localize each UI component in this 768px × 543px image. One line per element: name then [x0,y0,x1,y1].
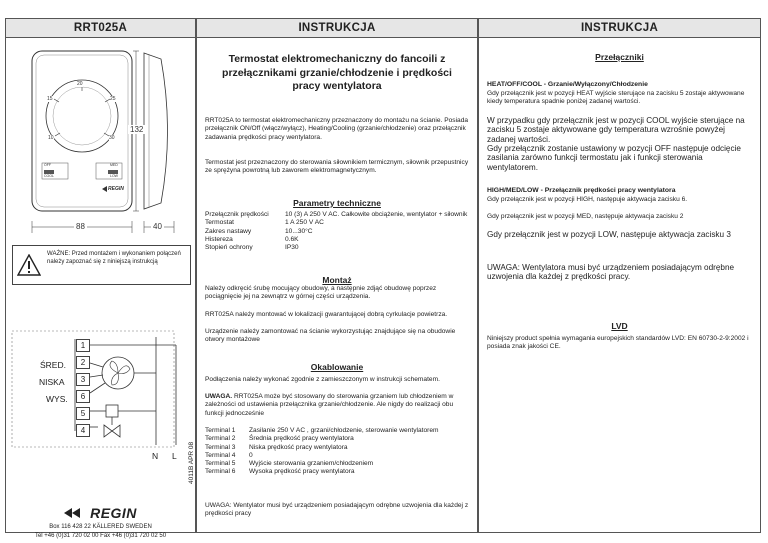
terminal-key: Terminal 5 [205,460,236,468]
logo-text: REGIN [90,505,137,521]
lvd-title: LVD [611,321,628,331]
med-speed-text: Gdy przełącznik jest w pozycji MED, następuje aktywacja zacisku 2 [487,213,684,220]
mounting-paragraph-3: Urządzenie należy zamontować na ścianie wykorzystując znajdujące się na obudowie otwory montażowe [205,328,456,344]
terminal-value: Wysoka prędkość pracy wentylatora [249,468,355,476]
wiring-title: Okablowanie [310,362,364,372]
document-code: 4011B APR 08 [188,441,195,484]
spec-row [205,236,467,244]
switch-label-cool: COOL [44,174,54,178]
wiring-paragraph-1: Podłączenia należy wykonać zgodnie z zamieszczonym w instrukcji schematem. [205,376,440,383]
warning-triangle-icon [17,254,41,276]
regin-logo [6,505,195,521]
device-panel [5,18,196,539]
terminal-4: 4 [76,424,90,437]
switch-label-med: MED [110,163,118,167]
dial-scale-15: 15 [47,96,53,102]
dial-scale-10: 10 [48,135,54,141]
device-logo: REGIN [108,186,124,192]
spec-value: 1 A 250 V AC [285,219,324,227]
spec-row [205,219,467,227]
terminal-key: Terminal 4 [205,451,236,459]
spec-key: Przełącznik prędkości [205,211,269,218]
mounting-title: Montaż [322,275,352,285]
terminal-row [205,460,439,468]
product-title: Termostat elektromechaniczny do fancoili z przełącznikami grzanie/chłodzenie i prędkości pracy wentylatora [222,53,452,92]
specs-table [205,211,467,252]
terminals-table [205,427,439,477]
terminal-value: Zasilanie 250 V AC , grzani/chłodzenie, sterowanie wentylatorem [249,427,439,434]
spec-row [205,228,467,236]
heat-mode-text: Gdy przełącznik jest w pozycji HEAT wyjście sterujące na zacisku 5 zostaje aktywowane kiedy temperatura spadnie poniżej zadanej wartości. [487,90,745,106]
terminal-value: Średnia prędkość pracy wentylatora [249,435,354,443]
spec-value: 10 (3) A 250 V AC. Całkowite obciążenie, wentylator + siłownik [285,211,468,218]
wiring-diagram [6,327,197,467]
company-contact: Tel +46 (0)31 720 02 00 Fax +46 (0)31 720 02 50 [34,533,167,539]
spec-key: Zakres nastawy [205,227,252,235]
terminal-3: 3 [76,373,90,386]
mounting-paragraph-2: RRT025A należy montować w lokalizacji gwarantującej dobrą cyrkulacje powietrza. [205,311,448,318]
switch-label-low: LOW [110,174,118,178]
terminal-2: 2 [76,356,90,369]
company-address: Box 116 428 22 KÄLLERED SWEDEN [49,524,152,530]
spec-key: Termostat [205,219,234,227]
terminal-row [205,468,439,476]
low-speed-text: Gdy przełącznik jest w pozycji LOW, następuje aktywacja zacisku 3 [487,230,731,239]
dim-depth: 40 [153,222,162,231]
dial-scale-20: 20 [77,81,83,87]
panel-header-instruction-2: INSTRUKCJA [479,19,760,38]
terminal-key: Terminal 1 [205,427,236,434]
terminal-value: Wyjście sterowania grzaniem/chłodzeniem [249,460,374,468]
dim-height: 132 [130,125,144,134]
switches-title: Przełączniki [595,52,644,62]
instruction-panel-2 [478,18,761,533]
dial-scale-30: 30 [109,135,115,141]
supply-n: N [152,451,159,461]
terminal-row [205,444,439,452]
wiring-label-low: NISKA [39,377,65,387]
wiring-schematic [6,327,197,467]
spec-value: IP30 [285,244,299,252]
switch-label-off: OFF [44,163,51,167]
thermostat-drawing [6,41,197,241]
spec-key: Histereza [205,235,233,243]
spec-row [205,244,467,252]
panel-header-instruction: INSTRUKCJA [197,19,477,38]
terminal-value: 0 [249,451,253,459]
instruction-panel-1 [196,18,478,533]
spec-value: 10...30°C [285,227,313,235]
lvd-text: Niniejszy product spełnia wymagania europejskich standardów LVD: EN 60730-2-9:2002 i posiada znak jakości CE. [487,335,749,351]
terminal-row [205,435,439,443]
terminal-key: Terminal 6 [205,468,236,476]
terminal-key: Terminal 2 [205,435,236,443]
spec-value: 0.6K [285,235,299,243]
fan-note: UWAGA: Wentylator musi być urządzeniem posiadającym odrębne uzwojenia dla każdej z prędkości pracy [205,502,469,518]
wiring-label-high: WYS. [46,394,68,404]
warning-text: WAŻNE: Przed montażem i wykonaniem połączeń należy zapoznać się z niniejszą instrukcją [47,251,181,265]
wiring-label-med: ŚRED. [40,360,66,370]
device-drawing [6,41,197,241]
terminal-1: 1 [76,339,90,352]
terminal-value: Niska prędkość pracy wentylatora [249,443,348,451]
intro-paragraph-1: RRT025A to termostat elektromechaniczny przeznaczony do montażu na ścianie. Posiada przełącznik ON/Off (włącz/wyłącz), Heating/Cooling (grzanie/chłodzenie) oraz przełącznik zadawania prędkości pracy wentylatora. [205,117,469,141]
wiring-note-bold: UWAGA. [205,393,233,400]
terminal-key: Terminal 3 [205,443,236,451]
terminal-6: 6 [76,390,90,403]
dim-width: 88 [76,222,85,231]
terminal-5: 5 [76,407,90,420]
warning-box [12,245,191,285]
heat-off-cool-heading: HEAT/OFF/COOL - Grzanie/Wyłączony/Chłodzenie [487,81,648,88]
high-speed-text: Gdy przełącznik jest w pozycji HIGH, następuje aktywacja zacisku 6. [487,196,688,203]
wiring-note-text: RRT025A może być stosowany do sterowania grzaniem lub chłodzeniem w zależności od ustawienia przełącznika grzanie/chłodzenie. Ale nigdy do realizacji obu funkcji jednocześnie [205,393,454,417]
wiring-paragraph-2 [205,393,469,418]
supply-l: L [172,451,177,461]
terminal-row [205,452,439,460]
panel-header-model: RRT025A [6,19,195,38]
spec-row [205,211,467,219]
spec-key: Stopień ochrony [205,244,253,252]
specs-title: Parametry techniczne [293,198,381,208]
dial-scale-25: 25 [110,96,116,102]
cool-mode-text: W przypadku gdy przełącznik jest w pozycji COOL wyjście sterujące na zacisku 5 zostaje aktywowane gdy temperatura wzrośnie powyżej zadanej wartości. [487,116,745,144]
fan-warning-text: UWAGA: Wentylatora musi być urządzeniem posiadającym odrębne uzwojenia dla każdej z prędkości pracy. [487,263,735,282]
fan-speed-heading: HIGH/MED/LOW - Przełącznik prędkości pracy wentylatora [487,187,676,194]
regin-arrows-icon [64,508,86,518]
mounting-paragraph-1: Należy odkręcić śrubę mocujący obudowy, a następnie zdjąć obudowę poprzez pociągnięcie jej na zewnątrz w górnej części urządzenia. [205,285,437,301]
off-mode-text: Gdy przełącznik zostanie ustawiony w pozycji OFF następuje odcięcie zasilania zarówno funkcji termostatu jak i funkcji sterowania wentylatorem. [487,144,741,172]
intro-paragraph-2: Termostat jest przeznaczony do sterowania siłownikiem termicznym, siłownik przepustnicy ze sprężyna powrotną lub zaworem elektromagnetycznym. [205,159,469,175]
